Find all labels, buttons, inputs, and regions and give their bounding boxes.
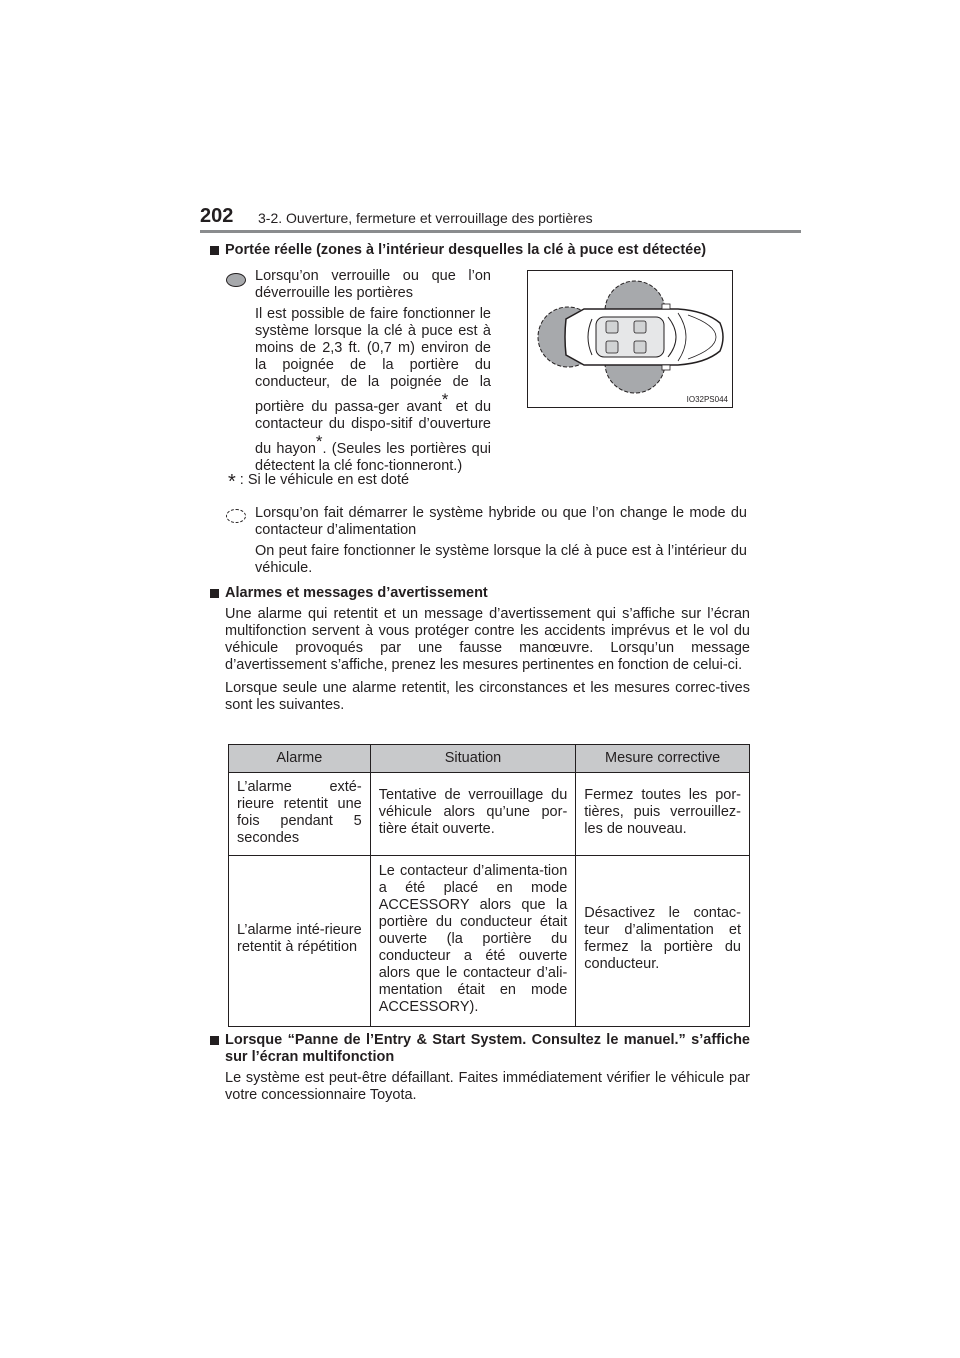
page-number: 202 [200,205,234,227]
heading-text: Alarmes et messages d’avertissement [225,585,488,601]
detection-range-figure [527,270,733,408]
figure-code: IO32PS044 [686,395,728,404]
heading-text: Lorsque “Panne de l’Entry & Start System. Consultez le manuel.” s’affiche sur l’écran multifonction [225,1032,750,1065]
item-title: Lorsqu’on fait démarrer le système hybride ou que l’on change le mode du contacteur d’alimentation [255,505,747,538]
footnote-star: * [315,431,323,451]
paragraph: Une alarme qui retentit et un message d’avertissement qui s’affiche sur l’écran multifonction servent à vous protéger contre les accidents imprévus et le vol du véhicule provoqués par une fausse manœuvre. Lorsqu’un message d’avertissement s’affiche, prenez les mesures pertinentes en fonction de celui-ci. [225,606,750,673]
heading-text: Portée réelle (zones à l’intérieur desquelles la clé à puce est détectée) [225,242,707,258]
column-header: Mesure corrective [576,745,750,773]
footnote [228,472,409,491]
paragraph: Le système est peut-être défaillant. Faites immédiatement vérifier le véhicule par votre concessionnaire Toyota. [225,1070,750,1103]
footnote-star: * [228,471,236,493]
square-bullet-icon [210,246,219,255]
alarm-table [228,744,750,1027]
header-rule [200,230,801,233]
lock-unlock-item [255,268,491,479]
solid-range-marker-icon [226,273,246,287]
table-cell: Fermez toutes les por-tières, puis verrouillez-les de nouveau. [576,773,750,856]
column-header: Alarme [229,745,371,773]
table-cell: Le contacteur d’alimenta-tion a été placé en mode ACCESSORY alors que la portière du conducteur était ouverte (la portière du conducteur a été ouverte alors que le contacteur d’ali-mentation était en mode ACCESSORY). [370,856,576,1027]
section-title: 3-2. Ouverture, fermeture et verrouillage des portières [258,210,593,226]
table-cell: Désactivez le contac-teur d’alimentation et fermez la portière du conducteur. [576,856,750,1027]
paragraph: Lorsque seule une alarme retentit, les circonstances et les mesures correc-tives sont les suivantes. [225,680,750,713]
table-row [229,773,750,856]
dashed-range-marker-icon [226,509,246,523]
square-bullet-icon [210,1036,219,1045]
item-title: Lorsqu’on verrouille ou que l’on déverrouille les portières [255,268,491,301]
section-heading [210,585,750,602]
square-bullet-icon [210,589,219,598]
section-effective-range [210,242,750,259]
column-header: Situation [370,745,576,773]
section-entry-start-failure [210,1032,750,1104]
section-heading [210,1032,750,1066]
table-cell: L’alarme inté-rieure retentit à répétition [229,856,371,1027]
section-alarms [210,585,750,714]
footnote-star: * [441,390,449,409]
table-header-row [229,745,750,773]
car-top-view-illustration [528,271,734,409]
item-description: Il est possible de faire fonctionner le système lorsque la clé à puce est à moins de 2,3 ft. (0,7 m) environ de la poignée de la portière du conducteur, de la poignée de la portière du passa-ger avant* et du contacteur du dispo-sitif d’ouverture du hayon*. (Seules les portières qui détectent la clé fonc-tionneront.) [255,306,492,474]
table-row [229,856,750,1027]
table-cell: Tentative de verrouillage du véhicule alors qu’une por-tière était ouverte. [370,773,576,856]
footnote-text: : Si le véhicule en est doté [239,472,410,488]
item-description: On peut faire fonctionner le système lorsque la clé à puce est à l’intérieur du véhicule. [255,543,747,576]
table-cell: L’alarme exté-rieure retentit une fois pendant 5 secondes [229,773,371,856]
start-system-item [255,505,747,581]
section-heading [210,242,750,259]
